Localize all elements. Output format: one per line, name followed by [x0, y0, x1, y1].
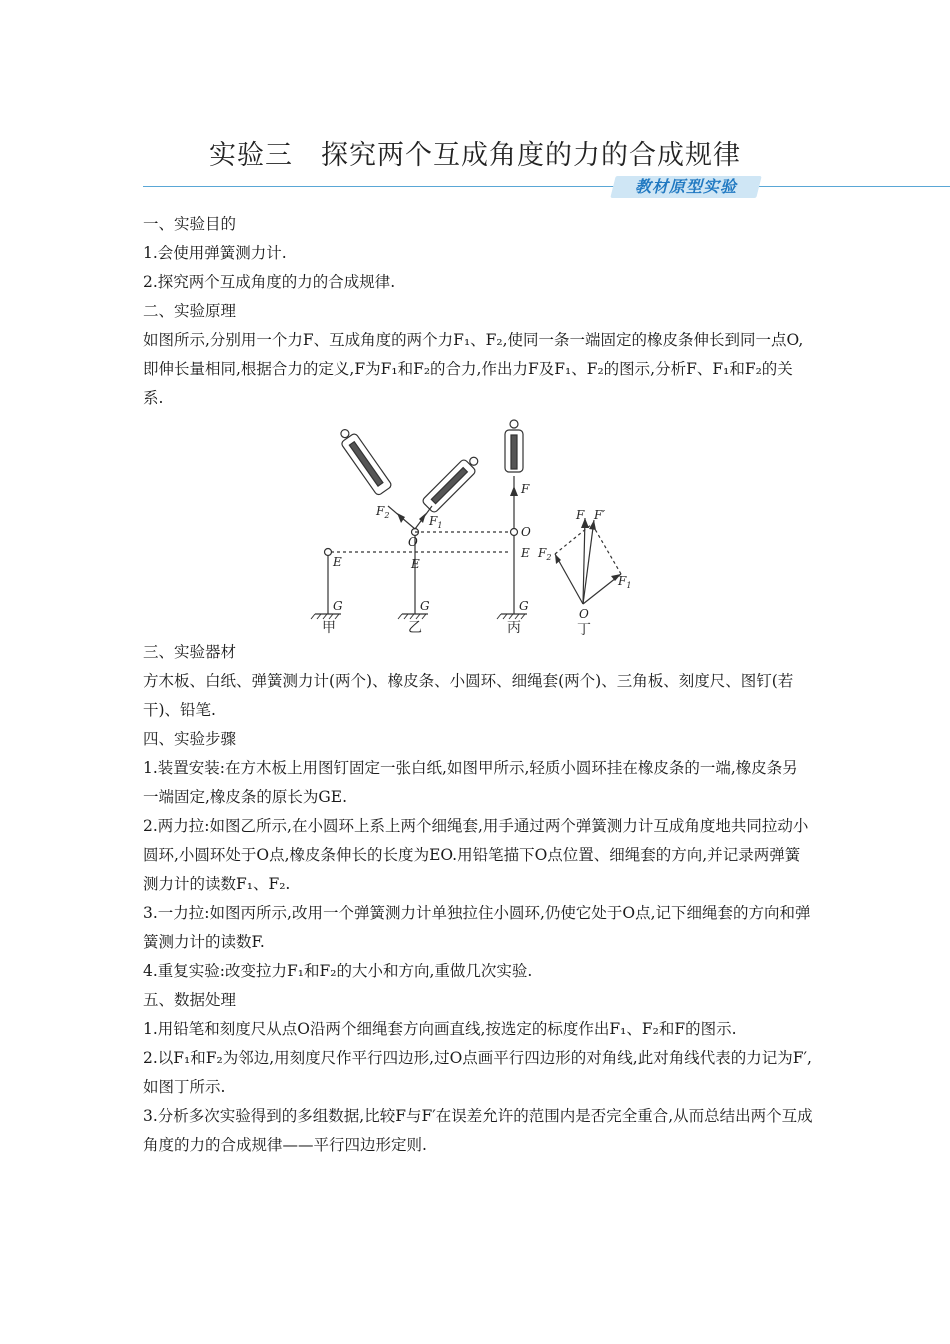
- processing-2: 2.以F₁和F₂为邻边,用刻度尺作平行四边形,过O点画平行四边形的对角线,此对角线代表的力记为F′,如图丁所示.: [143, 1049, 812, 1096]
- principle-text: 如图所示,分别用一个力F、互成角度的两个力F₁、F₂,使同一条一端固定的橡皮条伸长到同一点O,即伸长量相同,根据合力的定义,F为F₁和F₂的合力,作出力F及F₁、F₂的图示,分析F、F₁和F₂的关系.: [143, 331, 804, 407]
- heading-steps: 四、实验步骤: [143, 730, 237, 748]
- label-G-yi: G: [420, 599, 430, 613]
- label-G-jia: G: [333, 599, 343, 613]
- step-2: 2.两力拉:如图乙所示,在小圆环上系上两个细绳套,用手通过两个弹簧测力计互成角度地共同拉动小圆环,小圆环处于O点,橡皮条伸长的长度为EO.用铅笔描下O点位置、细绳套的方向,并记录两弹簧测力计的读数F₁、F₂.: [143, 817, 809, 893]
- label-F-prime-ding: F′: [594, 508, 606, 522]
- label-F-ding: F: [576, 508, 585, 522]
- heading-equipment: 三、实验器材: [143, 643, 237, 661]
- step-4: 4.重复实验:改变拉力F₁和F₂的大小和方向,重做几次实验.: [143, 962, 533, 980]
- label-E-jia: E: [333, 555, 342, 569]
- banner-line: [143, 186, 950, 187]
- label-F2-ding: $F_2$: [538, 546, 552, 562]
- banner-label: 教材原型实验: [634, 177, 737, 196]
- panel-label-ding: 丁: [577, 622, 591, 638]
- purpose-item-1: 1.会使用弹簧测力计.: [143, 244, 287, 262]
- processing-3: 3.分析多次实验得到的多组数据,比较F与F′在误差允许的范围内是否完全重合,从而总结出两个互成角度的力的合成规律——平行四边形定则.: [143, 1107, 813, 1154]
- panel-label-jia: 甲: [322, 620, 336, 636]
- label-O-bing: O: [521, 525, 531, 539]
- label-O-ding: O: [579, 607, 589, 621]
- document-body: [143, 210, 813, 1160]
- heading-principle: 二、实验原理: [143, 302, 237, 320]
- page-title: 实验三 探究两个互成角度的力的合成规律: [209, 140, 741, 171]
- panel-label-bing: 丙: [507, 620, 521, 636]
- label-F2-yi: $F_2$: [376, 504, 390, 520]
- purpose-item-2: 2.探究两个互成角度的力的合成规律.: [143, 273, 396, 291]
- step-1: 1.装置安装:在方木板上用图钉固定一张白纸,如图甲所示,轻质小圆环挂在橡皮条的一端,橡皮条另一端固定,橡皮条的原长为GE.: [143, 759, 798, 806]
- label-F1-yi: $F_1$: [429, 514, 443, 530]
- experiment-figure: [305, 416, 635, 638]
- section-banner: [143, 176, 950, 206]
- heading-purpose: 一、实验目的: [143, 215, 237, 233]
- label-E-bing: E: [521, 546, 530, 560]
- step-3: 3.一力拉:如图丙所示,改用一个弹簧测力计单独拉住小圆环,仍使它处于O点,记下细绳套的方向和弹簧测力计的读数F.: [143, 904, 811, 951]
- processing-1: 1.用铅笔和刻度尺从点O沿两个细绳套方向画直线,按选定的标度作出F₁、F₂和F的图示.: [143, 1020, 737, 1038]
- label-E-yi: E: [411, 557, 420, 571]
- label-F1-ding: $F_1$: [618, 574, 632, 590]
- panel-label-yi: 乙: [408, 620, 422, 636]
- heading-data-processing: 五、数据处理: [143, 991, 237, 1009]
- label-F-bing: F: [521, 482, 530, 496]
- label-O-yi: O: [408, 535, 418, 549]
- equipment-text: 方木板、白纸、弹簧测力计(两个)、橡皮条、小圆环、细绳套(两个)、三角板、刻度尺、图钉(若干)、铅笔.: [143, 672, 794, 719]
- label-G-bing: G: [519, 599, 529, 613]
